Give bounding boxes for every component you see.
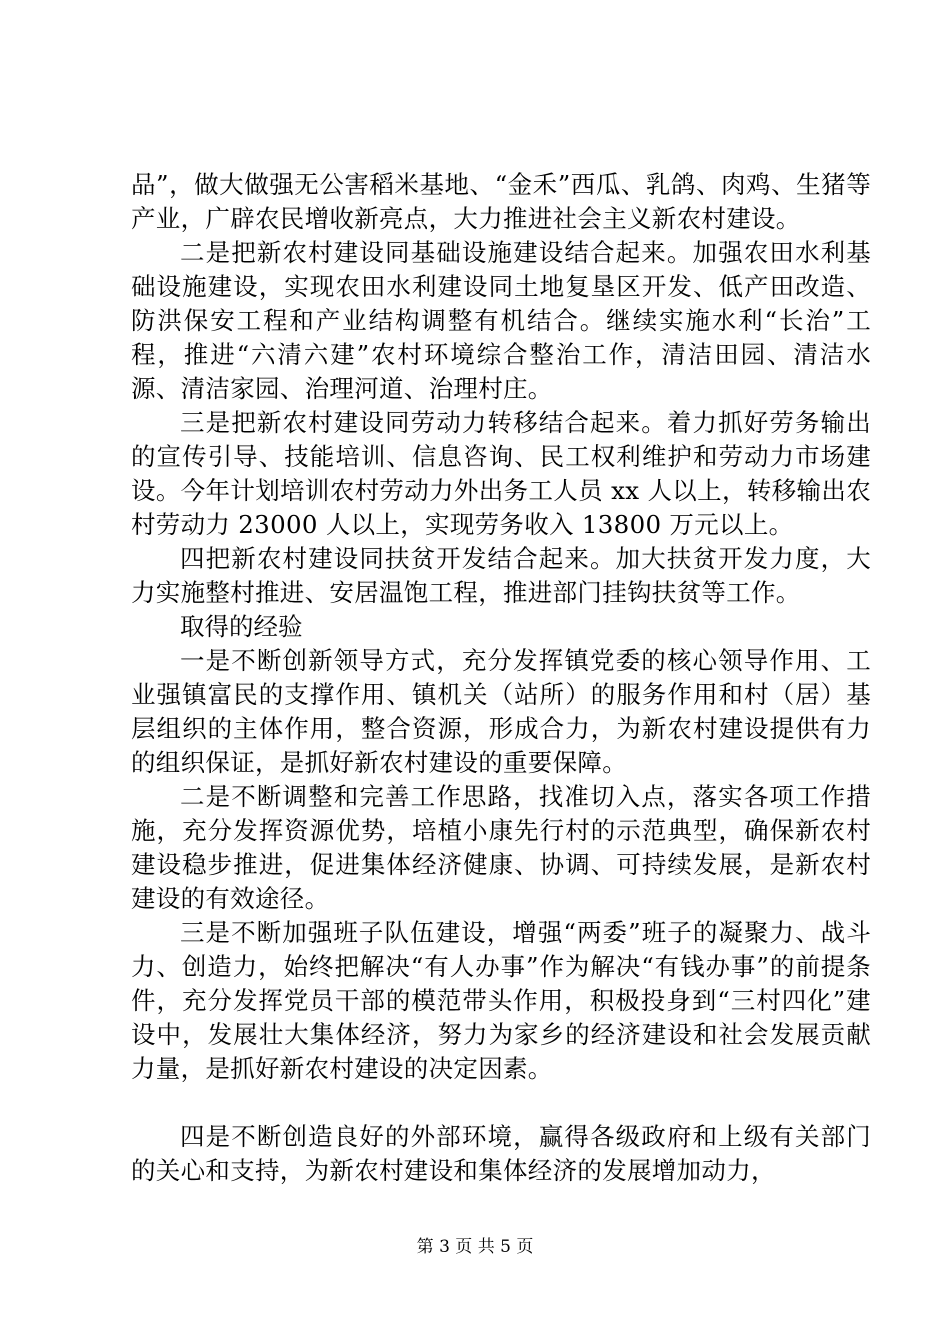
- paragraph-team-building: 三是不断加强班子队伍建设，增强“两委”班子的凝聚力、战斗力、创造力，始终把解决“有人办事”作为解决“有钱办事”的前提条件，充分发挥党员干部的模范带头作用，积极投身到“三村四化”建设中，发展壮大集体经济，努力为家乡的经济建设和社会发展贡献力量，是抓好新农村建设的决定因素。: [131, 918, 871, 1083]
- paragraph-continuation: 品”，做大做强无公害稻米基地、“金禾”西瓜、乳鸽、肉鸡、生猪等产业，广辟农民增收新亮点，大力推进社会主义新农村建设。: [131, 170, 871, 233]
- paragraph-external-environment: 四是不断创造良好的外部环境，赢得各级政府和上级有关部门的关心和支持，为新农村建设和集体经济的发展增加动力，: [131, 1122, 871, 1185]
- document-body: [131, 168, 871, 1188]
- page-number-footer: 第 3 页 共 5 页: [416, 1237, 534, 1257]
- paragraph-poverty-alleviation: 四把新农村建设同扶贫开发结合起来。加大扶贫开发力度，大力实施整村推进、安居温饱工程，推进部门挂钩扶贫等工作。: [131, 544, 871, 607]
- paragraph-leadership: 一是不断创新领导方式，充分发挥镇党委的核心领导作用、工业强镇富民的支撑作用、镇机关（站所）的服务作用和村（居）基层组织的主体作用，整合资源，形成合力，为新农村建设提供有力的组织保证，是抓好新农村建设的重要保障。: [131, 646, 871, 777]
- paragraph-work-ideas: 二是不断调整和完善工作思路，找准切入点，落实各项工作措施，充分发挥资源优势，培植小康先行村的示范典型，确保新农村建设稳步推进，促进集体经济健康、协调、可持续发展，是新农村建设的有效途径。: [131, 782, 871, 913]
- paragraph-infrastructure: 二是把新农村建设同基础设施建设结合起来。加强农田水利基础设施建设，实现农田水利建设同土地复垦区开发、低产田改造、防洪保安工程和产业结构调整有机结合。继续实施水利“长治”工程，推进“六清六建”农村环境综合整治工作，清洁田园、清洁水源、清洁家园、治理河道、治理村庄。: [131, 238, 871, 403]
- section-heading: 取得的经验: [180, 612, 303, 641]
- paragraph-labor-transfer: 三是把新农村建设同劳动力转移结合起来。着力抓好劳务输出的宣传引导、技能培训、信息咨询、民工权利维护和劳动力市场建设。今年计划培训农村劳动力外出务工人员 xx 人以上，转移输出农村劳动力 23000 人以上，实现劳务收入 13800 万元以上。: [131, 408, 871, 539]
